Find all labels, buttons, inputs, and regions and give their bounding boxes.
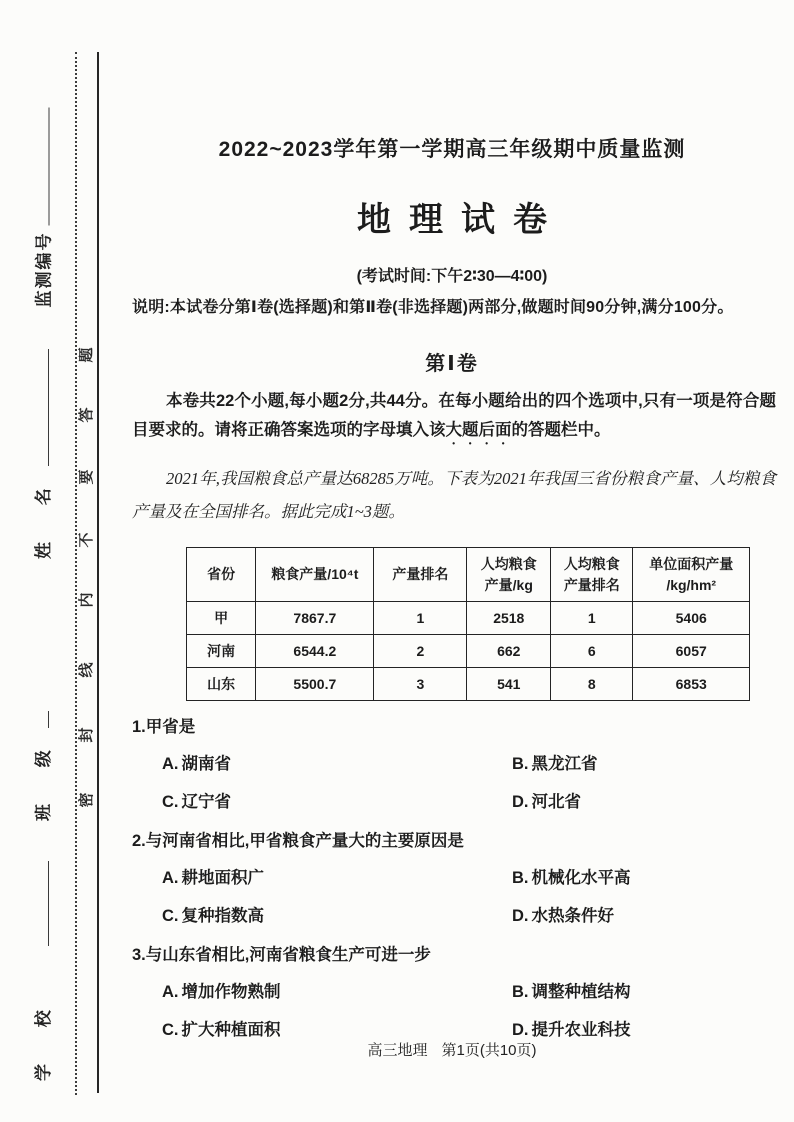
col-header-grain-output: 粮食产量/10⁴t [256, 548, 374, 602]
cell-grain-output: 6544.2 [256, 635, 374, 668]
cell-yield-per-area: 6057 [633, 635, 750, 668]
section1-intro [132, 387, 776, 448]
exam-instructions: 说明:本试卷分第Ⅰ卷(选择题)和第Ⅱ卷(非选择题)两部分,做题时间90分钟,满分100分。 [132, 299, 734, 316]
col-header-yield-per-area: 单位面积产量 /kg/hm² [633, 548, 750, 602]
seal-line-char: 题 [78, 347, 95, 363]
option-c: C. 复种指数高 [162, 907, 264, 925]
question-options [132, 865, 776, 929]
cell-per-capita-rank: 1 [551, 602, 633, 635]
seal-line-char: 密 [78, 792, 95, 808]
class-blank [46, 711, 49, 728]
cell-grain-output: 5500.7 [256, 668, 374, 701]
seal-solid-line [97, 52, 99, 1093]
question-number: 3. [132, 946, 146, 964]
cell-yield-per-area: 5406 [633, 602, 750, 635]
table-row [187, 668, 750, 701]
cell-output-rank: 3 [374, 668, 467, 701]
cell-province: 山东 [187, 668, 256, 701]
page-footer [130, 1039, 774, 1060]
option-d: D. 河北省 [511, 793, 581, 811]
intro-text-after: 的答题栏中。 [511, 421, 611, 439]
question-3 [132, 942, 776, 1043]
intro-text-emphasized: 大题后面 [445, 421, 512, 439]
section1-heading: 第Ⅰ卷 [425, 353, 479, 375]
question-1 [132, 714, 776, 815]
stimulus-paragraph: 2021年,我国粮食总产量达68285万吨。下表为2021年我国三省份粮食产量、人均粮食产量及在全国排名。据此完成1~3题。 [132, 469, 776, 521]
option-b: B. 黑龙江省 [511, 755, 598, 773]
footer-course: 高三地理 [367, 1042, 428, 1059]
col-header-per-capita-output: 人均粮食 产量/kg [467, 548, 551, 602]
intro-text-before: 本卷共22个小题,每小题2分,共44分。在每小题给出的四个选项中,只有一项是符合题目要求的。请将正确答案选项的字母填入该 [132, 392, 776, 439]
col-header-per-capita-rank: 人均粮食 产量排名 [551, 548, 633, 602]
school-blank [46, 861, 49, 946]
footer-page-number: 第1页(共10页) [441, 1042, 537, 1059]
school-field [29, 861, 55, 1081]
seal-line-char: 要 [78, 469, 95, 485]
seal-line-char: 封 [78, 727, 95, 743]
cell-grain-output: 7867.7 [256, 602, 374, 635]
option-d: D. 水热条件好 [511, 907, 614, 925]
seal-line-char: 线 [78, 662, 95, 678]
seal-line-char: 内 [78, 592, 95, 608]
student-name-field [29, 349, 55, 559]
exam-time-note: (考试时间:下午2∶30—4∶00) [356, 268, 548, 285]
cell-per-capita-output: 662 [467, 635, 551, 668]
question-stem: 1.甲省是 [132, 718, 196, 736]
option-c: C. 扩大种植面积 [162, 1021, 281, 1039]
class-field [29, 711, 55, 821]
question-2 [132, 828, 776, 929]
student-name-label: 姓 名 [34, 472, 53, 559]
cell-per-capita-rank: 8 [551, 668, 633, 701]
cell-yield-per-area: 6853 [633, 668, 750, 701]
cell-per-capita-output: 541 [467, 668, 551, 701]
option-b: B. 机械化水平高 [511, 869, 631, 887]
option-d: D. 提升农业科技 [511, 1021, 631, 1039]
option-a: A. 耕地面积广 [162, 869, 264, 887]
question-stem: 3.与山东省相比,河南省粮食生产可进一步 [132, 946, 431, 964]
question-list [132, 714, 776, 1056]
seal-line-char: 不 [78, 532, 95, 548]
table-row [187, 635, 750, 668]
cell-province: 河南 [187, 635, 256, 668]
table-row [187, 602, 750, 635]
seal-line-char: 答 [78, 407, 95, 423]
provinces-grain-table [186, 547, 750, 701]
table-header-row [187, 548, 750, 602]
cell-output-rank: 2 [374, 635, 467, 668]
school-label: 学 校 [34, 994, 53, 1081]
cell-output-rank: 1 [374, 602, 467, 635]
subject-title: 地理试卷 [357, 201, 565, 239]
cell-province: 甲 [187, 602, 256, 635]
question-options [132, 751, 776, 815]
question-stem: 2.与河南省相比,甲省粮食产量大的主要原因是 [132, 832, 464, 850]
document-title: 2022~2023学年第一学期高三年级期中质量监测 [218, 138, 686, 161]
col-header-output-rank: 产量排名 [374, 548, 467, 602]
cell-per-capita-rank: 6 [551, 635, 633, 668]
monitor-number-label: 监测编号 [34, 231, 54, 308]
question-number: 2. [132, 832, 146, 850]
class-label: 班 级 [34, 734, 53, 821]
option-a: A. 湖南省 [162, 755, 231, 773]
monitor-number-blank [47, 108, 50, 226]
question-options [132, 979, 776, 1043]
option-c: C. 辽宁省 [162, 793, 231, 811]
col-header-province: 省份 [187, 548, 256, 602]
seal-dotted-line [75, 52, 77, 1095]
option-b: B. 调整种植结构 [511, 983, 631, 1001]
option-a: A. 增加作物熟制 [162, 983, 281, 1001]
student-name-blank [46, 349, 49, 466]
monitor-number-field [30, 73, 56, 308]
question-number: 1. [132, 718, 146, 736]
cell-per-capita-output: 2518 [467, 602, 551, 635]
